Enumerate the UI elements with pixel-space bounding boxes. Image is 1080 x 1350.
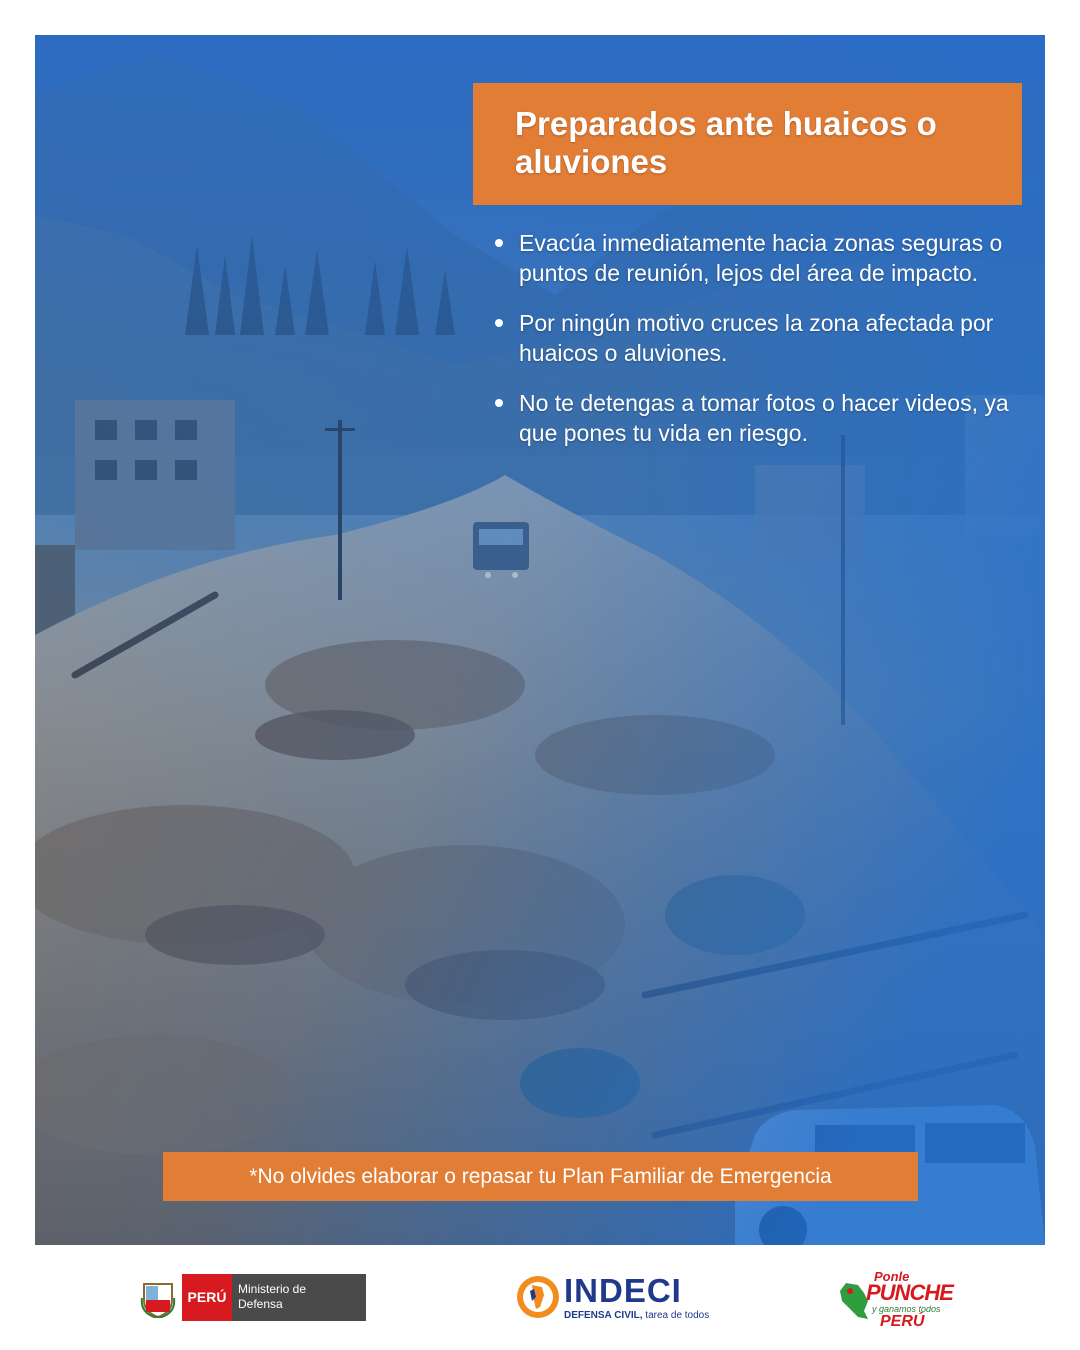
- indeci-logo: [516, 1272, 710, 1325]
- bullet-dot: [495, 239, 503, 247]
- ponle-line2: PUNCHE: [866, 1280, 953, 1305]
- ponle-line1: Ponle: [874, 1269, 910, 1284]
- list-item: [493, 308, 1013, 368]
- emergency-plan-note: *No olvides elaborar o repasar tu Plan Familiar de Emergencia: [163, 1152, 918, 1201]
- advice-list: [493, 228, 1013, 468]
- page-title: Preparados ante huaicos o aluviones: [515, 105, 937, 180]
- title-banner: [473, 83, 1022, 205]
- flood-scene-illustration: [35, 35, 1045, 1245]
- ministry-label: Ministerio de Defensa: [238, 1282, 307, 1311]
- ponle-line4: PERÚ: [880, 1313, 925, 1330]
- ponle-line3: y ganamos todos: [872, 1304, 941, 1314]
- indeci-tagline-rest: tarea de todos: [642, 1310, 710, 1321]
- poster-image-area: [35, 35, 1045, 1245]
- list-item-text: Por ningún motivo cruces la zona afectada por huaicos o aluviones.: [519, 310, 994, 366]
- coat-of-arms-icon: [140, 1278, 176, 1318]
- list-item-text: No te detengas a tomar fotos o hacer videos, ya que pones tu vida en riesgo.: [519, 390, 1009, 446]
- bullet-dot: [495, 399, 503, 407]
- mindef-logo: [140, 1274, 380, 1321]
- peru-label: PERÚ: [182, 1274, 232, 1321]
- indeci-name: INDECI: [564, 1272, 682, 1309]
- footer-logos: [0, 1245, 1080, 1350]
- list-item-text: Evacúa inmediatamente hacia zonas seguras o puntos de reunión, lejos del área de impacto.: [519, 230, 1003, 286]
- ponle-punche-logo: [838, 1269, 953, 1331]
- indeci-emblem-icon: [516, 1273, 560, 1321]
- bullet-dot: [495, 319, 503, 327]
- list-item: [493, 388, 1013, 448]
- list-item: [493, 228, 1013, 288]
- peru-ministry-block: [182, 1274, 366, 1321]
- indeci-tagline: [564, 1310, 709, 1322]
- indeci-tagline-bold: DEFENSA CIVIL,: [564, 1310, 643, 1321]
